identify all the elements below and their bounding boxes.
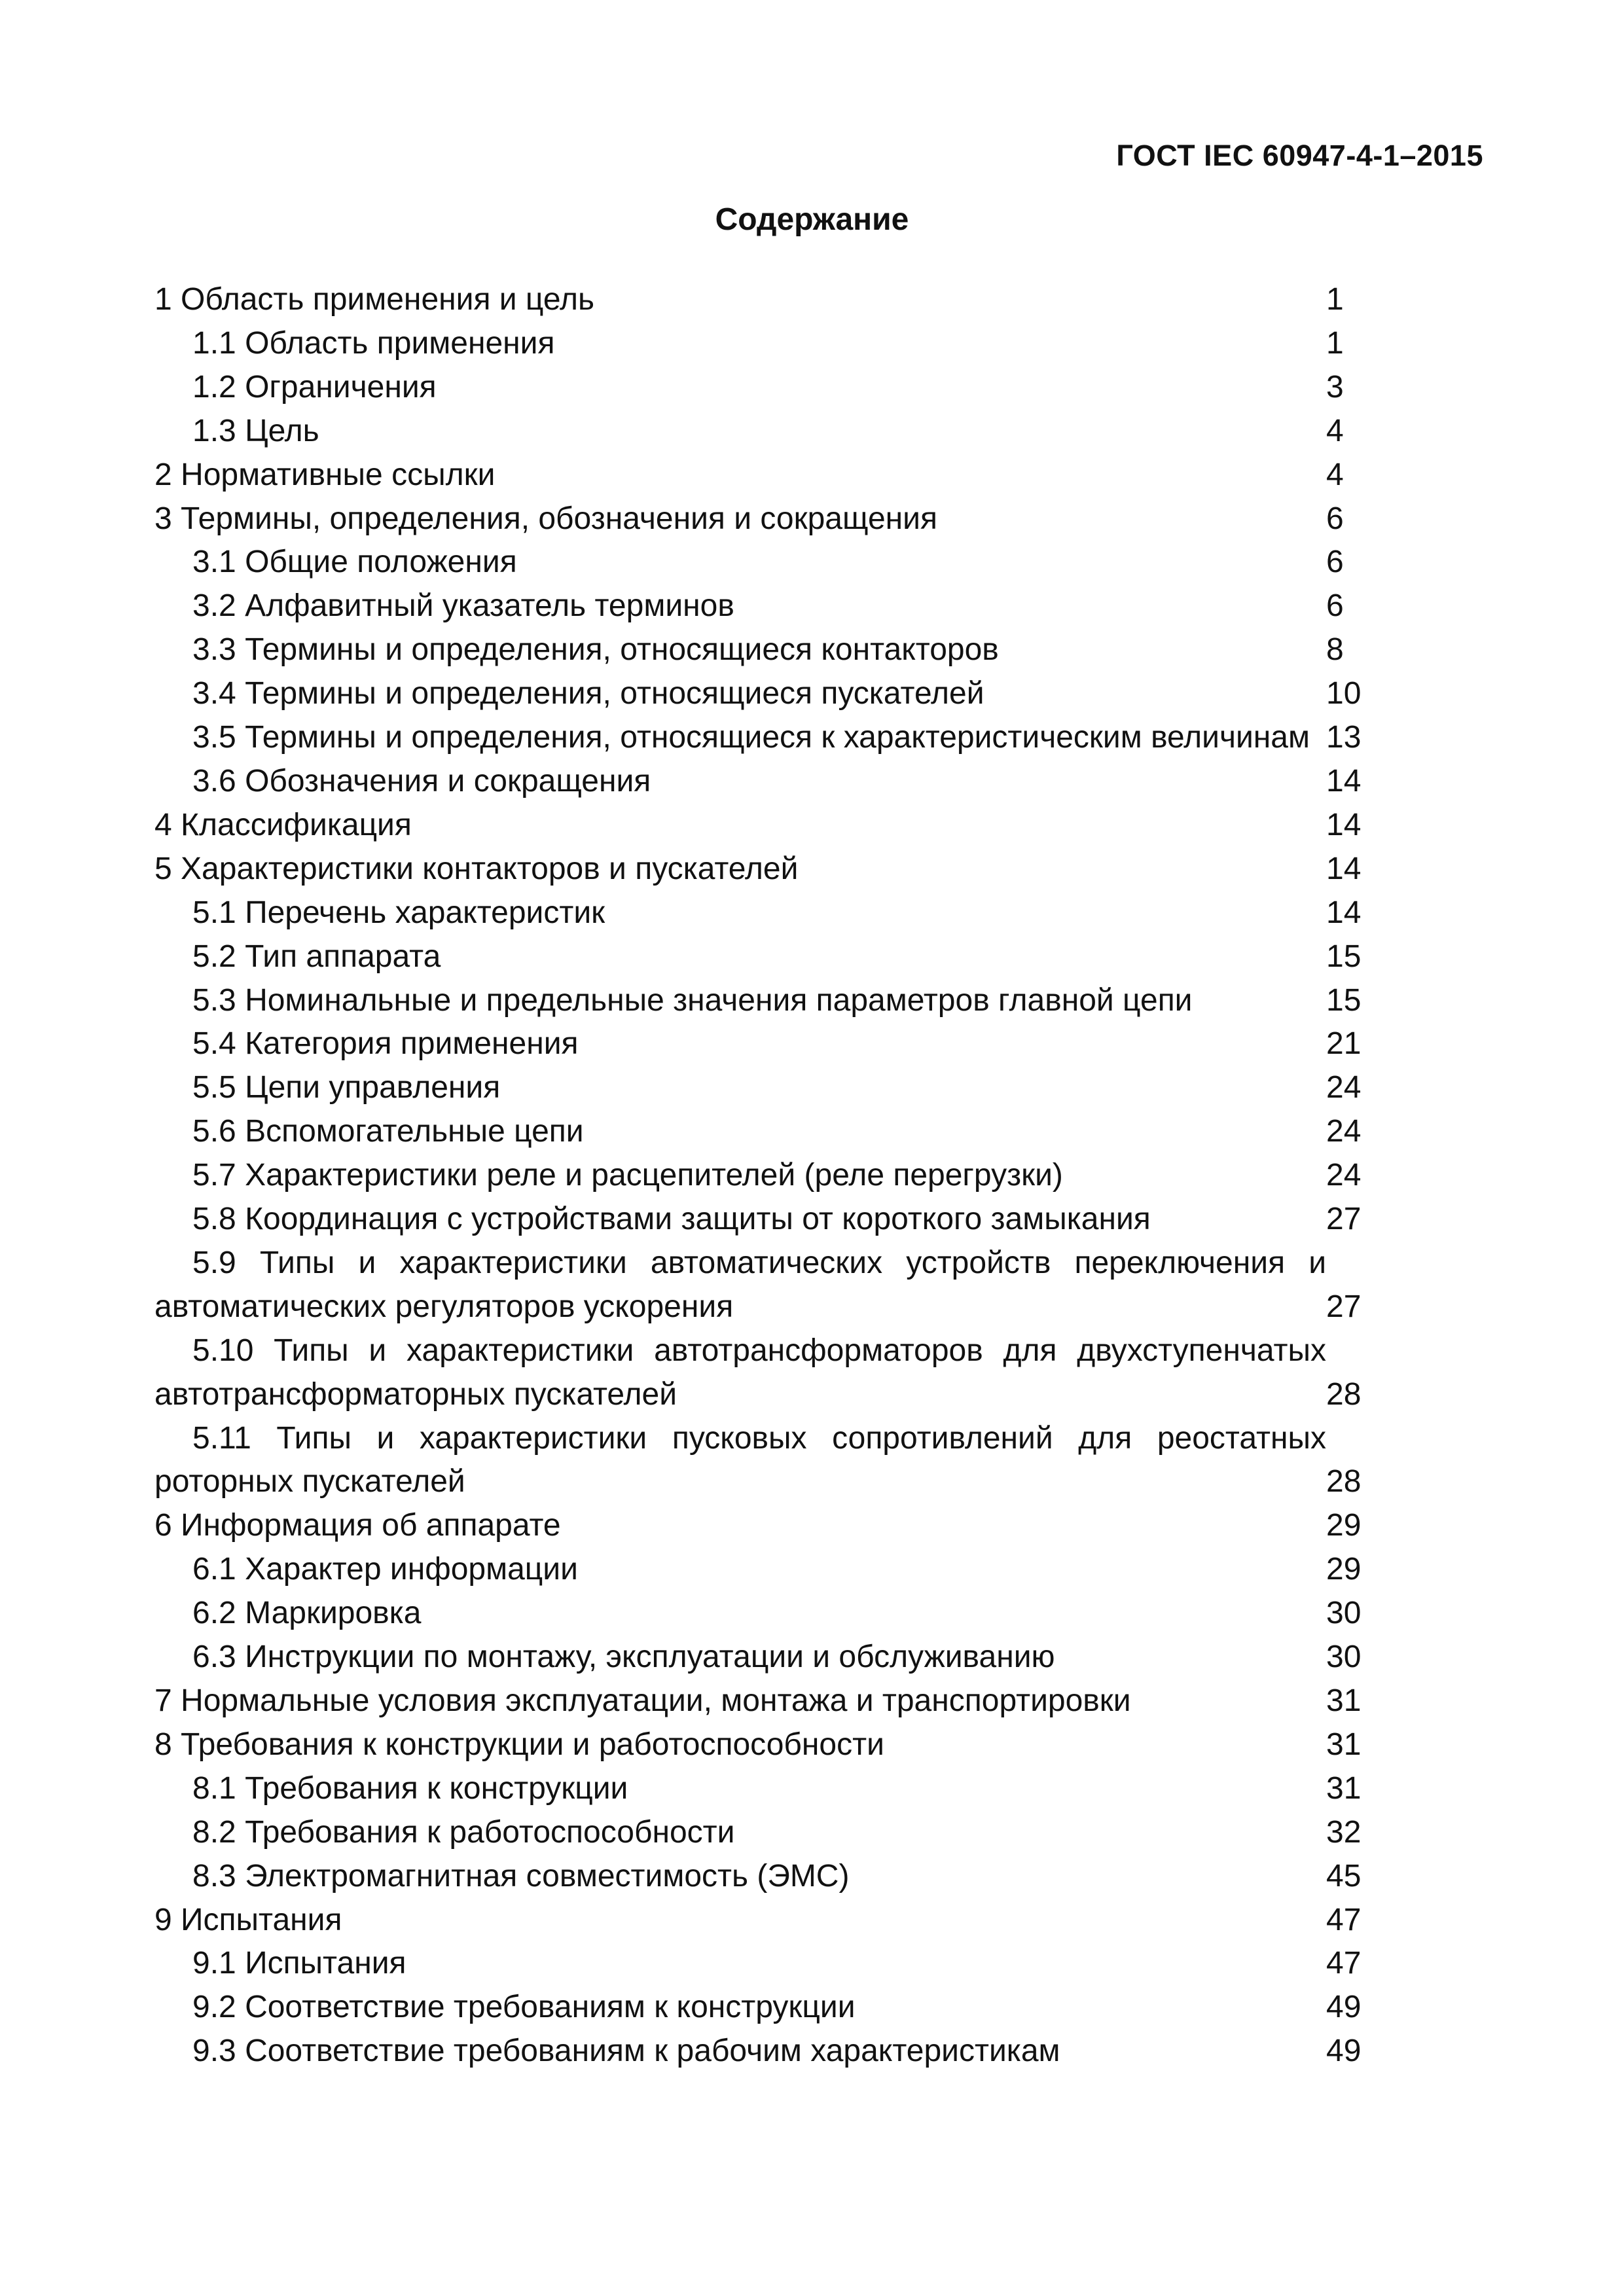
toc-entry[interactable] — [154, 1022, 1401, 1066]
toc-entry-title: 3.4 Термины и определения, относящиеся пускателей — [192, 676, 984, 711]
toc-entry-page-number: 24 — [1326, 1070, 1362, 1105]
toc-entry[interactable] — [154, 1110, 1401, 1154]
toc-entry-page-number: 15 — [1326, 982, 1362, 1018]
toc-entry[interactable] — [154, 1548, 1401, 1592]
toc-entry[interactable] — [154, 1636, 1401, 1679]
toc-entry-page-number: 1 — [1326, 282, 1344, 317]
toc-entry-page-number: 6 — [1326, 501, 1344, 536]
toc-entry[interactable] — [154, 1329, 1401, 1417]
toc-entry-title: 2 Нормативные ссылки — [154, 457, 496, 492]
toc-entry[interactable] — [154, 760, 1401, 804]
toc-entry-page-number: 30 — [1326, 1596, 1362, 1631]
toc-entry-title: 5.4 Категория применения — [192, 1026, 579, 1062]
toc-entry-title: 8.3 Электромагнитная совместимость (ЭМС) — [192, 1858, 850, 1893]
toc-entry-page-number: 31 — [1326, 1770, 1362, 1806]
toc-entry-title: 9.2 Соответствие требованиям к конструкции — [192, 1990, 856, 2025]
table-of-contents — [154, 278, 1401, 2073]
toc-entry[interactable] — [154, 1723, 1401, 1767]
toc-entry-page-number: 49 — [1326, 2034, 1362, 2069]
toc-entry[interactable] — [154, 1154, 1401, 1198]
toc-entry-title: 6 Информация об аппарате — [154, 1508, 561, 1543]
toc-entry[interactable] — [154, 497, 1401, 541]
toc-entry[interactable] — [154, 1811, 1401, 1855]
toc-entry[interactable] — [154, 454, 1401, 497]
toc-entry-page-number: 1 — [1326, 325, 1344, 361]
toc-entry-title: 6.1 Характер информации — [192, 1552, 578, 1587]
toc-entry-title: 5.6 Вспомогательные цепи — [192, 1114, 584, 1149]
toc-entry-page-number: 14 — [1326, 807, 1362, 842]
toc-entry-page-number: 4 — [1326, 457, 1344, 492]
toc-entry-page-number: 13 — [1326, 720, 1362, 755]
toc-entry[interactable] — [154, 935, 1401, 979]
toc-entry-title: 9.1 Испытания — [192, 1946, 406, 1981]
toc-entry-title: 8.1 Требования к конструкции — [192, 1770, 628, 1806]
toc-entry-title: 3.5 Термины и определения, относящиеся к характеристическим величинам — [192, 720, 1310, 755]
toc-entry-page-number: 24 — [1326, 1114, 1362, 1149]
toc-entry[interactable] — [154, 541, 1401, 584]
toc-entry-title: 6.3 Инструкции по монтажу, эксплуатации и обслуживанию — [192, 1640, 1055, 1675]
document-code: ГОСТ IEC 60947-4-1–2015 — [1116, 139, 1483, 172]
toc-entry-page-number: 14 — [1326, 851, 1362, 886]
toc-entry-page-number: 10 — [1326, 676, 1362, 711]
toc-entry-page-number: 28 — [1326, 1464, 1362, 1499]
toc-entry-page-number: 15 — [1326, 939, 1362, 974]
toc-entry[interactable] — [154, 848, 1401, 891]
toc-entry[interactable] — [154, 1504, 1401, 1548]
toc-entry[interactable] — [154, 1679, 1401, 1723]
toc-entry[interactable] — [154, 1942, 1401, 1986]
toc-entry-page-number: 32 — [1326, 1814, 1362, 1850]
toc-entry[interactable] — [154, 979, 1401, 1023]
toc-entry[interactable] — [154, 1242, 1401, 1329]
toc-entry-title: 4 Классификация — [154, 807, 412, 842]
toc-entry-title: 1.3 Цель — [192, 413, 319, 448]
toc-entry-title: 3.6 Обозначения и сокращения — [192, 763, 651, 798]
toc-entry-title: 9 Испытания — [154, 1902, 342, 1937]
toc-entry-title: 3.1 Общие положения — [192, 545, 517, 580]
toc-entry-page-number: 21 — [1326, 1026, 1362, 1062]
toc-entry-page-number: 31 — [1326, 1727, 1362, 1762]
toc-entry-title: 5.5 Цепи управления — [192, 1070, 501, 1105]
toc-entry-page-number: 3 — [1326, 369, 1344, 404]
toc-entry-title: 1.2 Ограничения — [192, 369, 437, 404]
toc-entry-page-number: 31 — [1326, 1683, 1362, 1718]
toc-entry-title: 5.2 Тип аппарата — [192, 939, 441, 974]
toc-entry-title: 8 Требования к конструкции и работоспособности — [154, 1727, 884, 1762]
toc-entry-title: 7 Нормальные условия эксплуатации, монтажа и транспортировки — [154, 1683, 1131, 1718]
toc-entry-page-number: 47 — [1326, 1902, 1362, 1937]
toc-entry-title: 8.2 Требования к работоспособности — [192, 1814, 735, 1850]
toc-entry-page-number: 14 — [1326, 763, 1362, 798]
toc-entry[interactable] — [154, 366, 1401, 410]
toc-entry-title: 5.9 Типы и характеристики автоматических устройств переключения и автоматических регуляторов ускорения — [154, 1245, 1326, 1324]
toc-entry-page-number: 14 — [1326, 895, 1362, 930]
toc-entry[interactable] — [154, 1855, 1401, 1899]
toc-entry-title: 1.1 Область применения — [192, 325, 555, 361]
toc-entry[interactable] — [154, 672, 1401, 716]
toc-entry-page-number: 29 — [1326, 1552, 1362, 1587]
toc-entry[interactable] — [154, 1417, 1401, 1505]
toc-entry-title: 6.2 Маркировка — [192, 1596, 422, 1631]
toc-entry-page-number: 6 — [1326, 545, 1344, 580]
toc-entry-title: 3.3 Термины и определения, относящиеся контакторов — [192, 632, 999, 668]
toc-entry-page-number: 6 — [1326, 588, 1344, 624]
toc-entry-title: 5.1 Перечень характеристик — [192, 895, 605, 930]
toc-entry-title: 1 Область применения и цель — [154, 282, 594, 317]
toc-entry[interactable] — [154, 628, 1401, 672]
toc-entry[interactable] — [154, 1767, 1401, 1811]
toc-entry-page-number: 49 — [1326, 1990, 1362, 2025]
toc-entry-page-number: 24 — [1326, 1158, 1362, 1193]
toc-entry-page-number: 27 — [1326, 1202, 1362, 1237]
toc-entry[interactable] — [154, 278, 1401, 322]
toc-entry-title: 5.3 Номинальные и предельные значения параметров главной цепи — [192, 982, 1193, 1018]
toc-entry-title: 3.2 Алфавитный указатель терминов — [192, 588, 734, 624]
toc-entry[interactable] — [154, 410, 1401, 454]
toc-entry[interactable] — [154, 2030, 1401, 2073]
toc-entry-page-number: 4 — [1326, 413, 1344, 448]
toc-entry[interactable] — [154, 1592, 1401, 1636]
toc-entry[interactable] — [154, 584, 1401, 628]
toc-entry-title: 5 Характеристики контакторов и пускателей — [154, 851, 799, 886]
toc-entry-title: 9.3 Соответствие требованиям к рабочим характеристикам — [192, 2034, 1060, 2069]
toc-entry-title: 5.8 Координация с устройствами защиты от короткого замыкания — [192, 1202, 1151, 1237]
toc-entry-page-number: 45 — [1326, 1858, 1362, 1893]
toc-entry[interactable] — [154, 891, 1401, 935]
toc-entry[interactable] — [154, 1066, 1401, 1110]
toc-entry-page-number: 29 — [1326, 1508, 1362, 1543]
toc-entry-page-number: 30 — [1326, 1640, 1362, 1675]
toc-entry-title: 5.7 Характеристики реле и расцепителей (реле перегрузки) — [192, 1158, 1063, 1193]
page-title: Содержание — [715, 202, 909, 237]
toc-entry-title: 3 Термины, определения, обозначения и сокращения — [154, 501, 937, 536]
toc-entry[interactable] — [154, 322, 1401, 366]
toc-entry-page-number: 27 — [1326, 1289, 1362, 1324]
toc-entry-page-number: 8 — [1326, 632, 1344, 668]
toc-entry-page-number: 47 — [1326, 1946, 1362, 1981]
toc-entry[interactable] — [154, 1899, 1401, 1943]
toc-entry[interactable] — [154, 804, 1401, 848]
toc-entry-page-number: 28 — [1326, 1376, 1362, 1412]
toc-entry-title: 5.11 Типы и характеристики пусковых сопротивлений для реостатных роторных пускателей — [154, 1420, 1326, 1499]
toc-entry-title: 5.10 Типы и характеристики автотрансформаторов для двухступенчатых автотрансформаторных пускателей — [154, 1333, 1326, 1412]
toc-entry[interactable] — [154, 716, 1401, 760]
toc-entry[interactable] — [154, 1198, 1401, 1242]
toc-entry[interactable] — [154, 1986, 1401, 2030]
